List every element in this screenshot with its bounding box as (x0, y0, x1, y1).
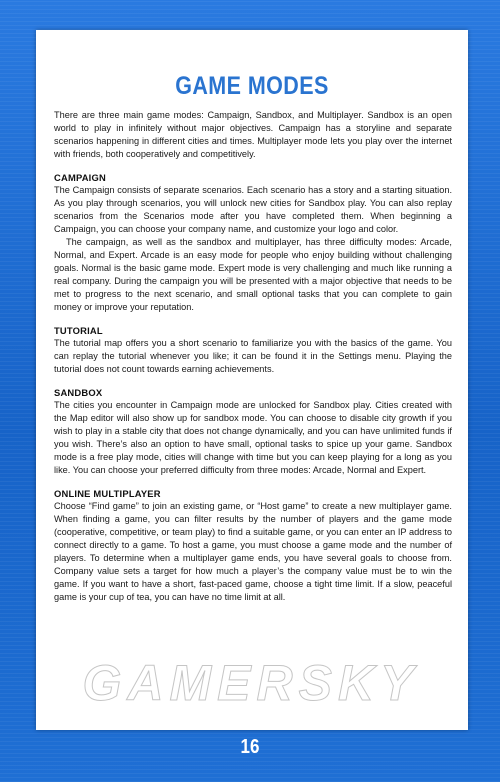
section-heading-online-multiplayer: ONLINE MULTIPLAYER (54, 488, 161, 499)
section-heading-tutorial: TUTORIAL (54, 325, 103, 336)
section-heading-campaign: CAMPAIGN (54, 172, 106, 183)
online-multiplayer-paragraph: Choose “Find game” to join an existing game, or “Host game” to create a new multiplayer game. When finding a game, you can filter results by the number of players and the game mode (cooperative, competitive, or team play) to find a suitable game, or you can enter an IP address to connect directly to a game. To host a game, you must choose a game mode and the number of players. To determine when a multiplayer game ends, you have several goals to choose from. Company value sets a target for how much a player’s the company value must be to win the game. If you want to have a short, fast-paced game, choose a tight time limit. If a slow, peaceful game is your cup of tea, you can have no time limit at all. (54, 501, 452, 602)
sandbox-paragraph: The cities you encounter in Campaign mode are unlocked for Sandbox play. Cities created with the Map editor will also show up for sandbox mode. You can choose to disable city growth if you wish to play in a stable city that does not change dynamically, and you can have unlimited funds if you wish. There’s also an option to have small, optional tasks to spice up your game. Sandbox mode is a free play mode, cities will change with time but you can keep playing for a long as you like. You can choose your preferred difficulty from three modes: Arcade, Normal and Expert. (54, 400, 452, 475)
manual-page (36, 30, 468, 730)
watermark-logo: GAMERSKY (82, 655, 420, 711)
campaign-paragraph-1: The Campaign consists of separate scenarios. Each scenario has a story and a starting situation. As you play through scenarios, you will unlock new cities for Sandbox play. You can also replay scenarios from the Scenarios mode after you have completed them. When beginning a Campaign, you can choose your company name, and customize your logo and color. (54, 185, 452, 234)
page-content (54, 109, 452, 604)
page-title: GAME MODES (175, 72, 329, 100)
page-number: 16 (240, 736, 260, 758)
section-heading-sandbox: SANDBOX (54, 387, 103, 398)
campaign-paragraph-2: The campaign, as well as the sandbox and multiplayer, has three difficulty modes: Arcade, Normal, and Expert. Arcade is an easy mode for people who enjoy building without challenging goals. Normal is the basic game mode. Expert mode is very challenging and much like running a real company. During the campaign you will be presented with a major objective that needs to be met to progress to the next scenario, and small optional tasks that you can complete to gain money or improve your reputation. (54, 237, 452, 312)
tutorial-paragraph: The tutorial map offers you a short scenario to familiarize you with the basics of the game. You can replay the tutorial whenever you like; it can be found it in the Settings menu. Playing the tutorial does not count towards earning achievements. (54, 338, 452, 374)
intro-paragraph: There are three main game modes: Campaign, Sandbox, and Multiplayer. Sandbox is an open world to play in infinitely without major objectives. Campaign has a storyline and separate scenarios happening in different cities and times. Multiplayer mode lets you play over the internet with friends, both cooperatively and competitively. (54, 110, 452, 159)
